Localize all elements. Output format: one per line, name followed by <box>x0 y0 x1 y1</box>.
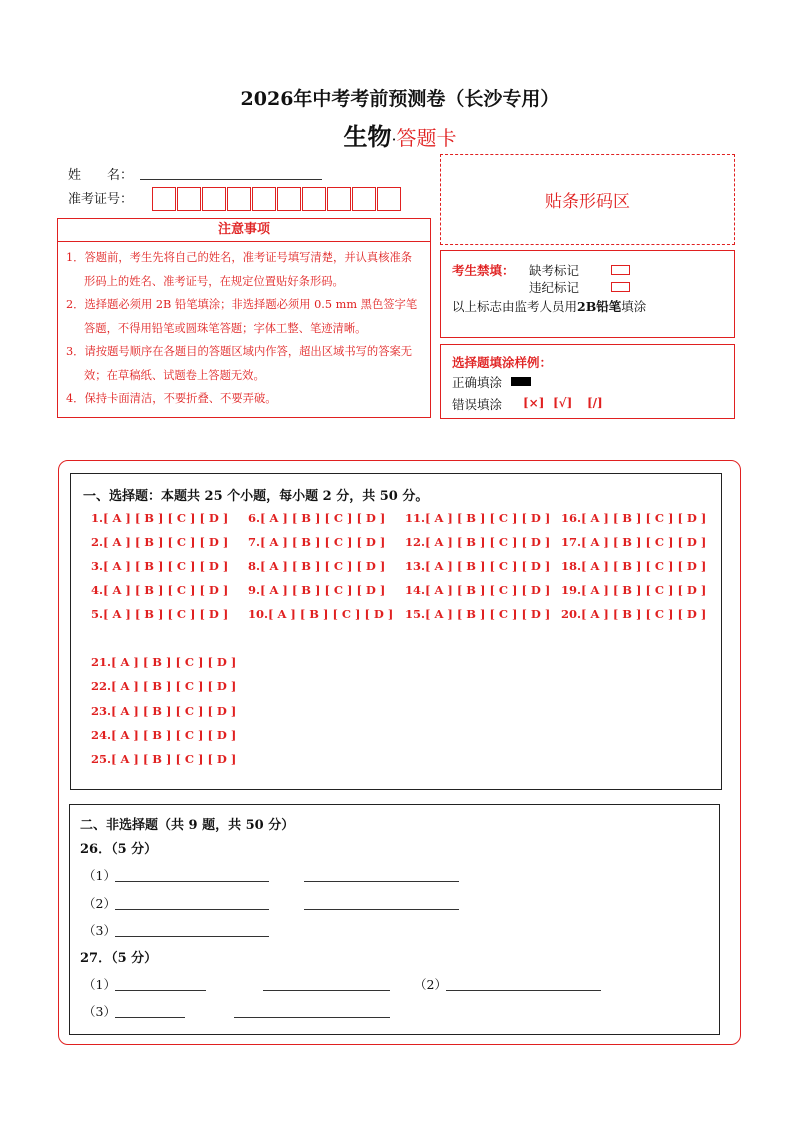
q26-sub1-line-b[interactable] <box>304 880 459 882</box>
mc-options[interactable]: [ A ] [ B ] [ C ] [ D ] <box>581 511 707 525</box>
exam-id-label: 准考证号： <box>68 192 134 207</box>
mc-question-number: 17. <box>561 535 582 549</box>
mc-options[interactable]: [ A ] [ B ] [ C ] [ D ] <box>581 583 707 597</box>
id-digit-box[interactable] <box>252 187 276 211</box>
forbid-title: 考生禁填： <box>452 263 515 278</box>
violation-mark-box[interactable] <box>611 282 630 292</box>
id-digit-box[interactable] <box>302 187 326 211</box>
mc-question <box>91 679 236 693</box>
notice-panel <box>57 218 431 418</box>
forbid-note <box>452 297 646 315</box>
id-digit-box[interactable] <box>277 187 301 211</box>
forbid-note-suffix: 填涂 <box>621 299 647 314</box>
id-digit-box[interactable] <box>177 187 201 211</box>
mc-options[interactable]: [ A ] [ B ] [ C ] [ D ] <box>103 607 229 621</box>
mc-options[interactable]: [ A ] [ B ] [ C ] [ D ] <box>260 511 386 525</box>
id-digit-box[interactable] <box>327 187 351 211</box>
mc-question-number: 7. <box>248 535 261 549</box>
mc-options[interactable]: [ A ] [ B ] [ C ] [ D ] <box>260 559 386 573</box>
mc-options[interactable]: [ A ] [ B ] [ C ] [ D ] <box>260 583 386 597</box>
mc-options[interactable]: [ A ] [ B ] [ C ] [ D ] <box>103 511 229 525</box>
correct-fill-label: 正确填涂 <box>452 375 503 390</box>
mc-question-number: 18. <box>561 559 582 573</box>
q27-sub3-line-a[interactable] <box>115 1016 185 1018</box>
q27-sub1-line-a[interactable] <box>115 989 206 991</box>
mc-question-number: 4. <box>91 583 104 597</box>
mc-question-number: 21. <box>91 655 112 669</box>
name-field[interactable] <box>140 178 322 180</box>
mc-question-number: 9. <box>248 583 261 597</box>
card-title <box>0 117 800 152</box>
mc-question-number: 15. <box>405 607 426 621</box>
mc-question <box>91 704 236 718</box>
wrong-fill-label: 错误填涂 <box>452 397 503 412</box>
mc-question <box>248 607 393 621</box>
wrong-mark-slash: [/] <box>587 396 603 410</box>
mc-question-number: 8. <box>248 559 261 573</box>
proctor-only-panel <box>440 250 735 338</box>
mc-question-number: 22. <box>91 679 112 693</box>
notice-item: 1．答题前，考生先将自己的姓名，准考证号填写清楚，并认真核准条形码上的姓名、准考证号，在规定位置贴好条形码。 <box>66 251 413 288</box>
mc-question-number: 12. <box>405 535 426 549</box>
notice-item: 4．保持卡面清洁，不要折叠、不要弄破。 <box>66 392 277 405</box>
correct-fill-sample <box>511 377 531 386</box>
fill-sample-panel <box>440 344 735 419</box>
subject-name: 生物 <box>343 122 392 151</box>
notice-title: 注意事项 <box>58 219 430 242</box>
mc-options[interactable]: [ A ] [ B ] [ C ] [ D ] <box>111 704 237 718</box>
q26-sub1-label: （1） <box>83 868 116 883</box>
mc-question-number: 3. <box>91 559 104 573</box>
mc-question <box>405 607 550 621</box>
mc-question <box>561 511 706 525</box>
mc-options[interactable]: [ A ] [ B ] [ C ] [ D ] <box>268 607 394 621</box>
mc-question-number: 6. <box>248 511 261 525</box>
absent-label: 缺考标记 <box>529 263 580 278</box>
q27-sub1-label: （1） <box>83 977 116 992</box>
q26-label: 26．（5 分） <box>80 842 158 857</box>
mc-options[interactable]: [ A ] [ B ] [ C ] [ D ] <box>111 679 237 693</box>
mc-options[interactable]: [ A ] [ B ] [ C ] [ D ] <box>103 583 229 597</box>
q27-label: 27．（5 分） <box>80 951 158 966</box>
section1-title: 一、选择题：本题共 25 个小题，每小题 2 分，共 50 分。 <box>83 489 429 504</box>
forbid-note-prefix: 以上标志由监考人员用 <box>452 299 578 314</box>
mc-question <box>91 752 236 766</box>
mc-question-number: 1. <box>91 511 104 525</box>
id-digit-box[interactable] <box>377 187 401 211</box>
mc-options[interactable]: [ A ] [ B ] [ C ] [ D ] <box>425 583 551 597</box>
id-digit-box[interactable] <box>227 187 251 211</box>
name-label: 姓 名： <box>68 168 134 183</box>
mc-question-number: 10. <box>248 607 269 621</box>
mc-question <box>561 607 706 621</box>
mc-question-number: 16. <box>561 511 582 525</box>
mc-question-number: 20. <box>561 607 582 621</box>
q26-sub2-line-b[interactable] <box>304 908 459 910</box>
mc-question <box>91 655 236 669</box>
mc-question-number: 24. <box>91 728 112 742</box>
mc-question-number: 11. <box>405 511 426 525</box>
mc-question <box>248 511 385 525</box>
mc-options[interactable]: [ A ] [ B ] [ C ] [ D ] <box>425 607 551 621</box>
mc-question <box>91 559 228 573</box>
notice-item: 2．选择题必须用 2B 铅笔填涂；非选择题必须用 0.5 mm 黑色签字笔答题，不得用铅笔或圆珠笔答题；字体工整、笔迹清晰。 <box>66 298 418 335</box>
mc-question <box>91 728 236 742</box>
barcode-area <box>440 154 735 245</box>
mc-question-number: 2. <box>91 535 104 549</box>
mc-options[interactable]: [ A ] [ B ] [ C ] [ D ] <box>581 607 707 621</box>
mc-question <box>91 607 228 621</box>
q27-sub1-line-b[interactable] <box>263 989 390 991</box>
wrong-mark-cross: [×] <box>523 396 545 410</box>
mc-question <box>561 559 706 573</box>
q26-sub2-label: （2） <box>83 896 116 911</box>
id-digit-box[interactable] <box>202 187 226 211</box>
title-dot: · <box>391 130 397 149</box>
non-choice-section <box>69 804 720 1035</box>
fill-sample-title: 选择题填涂样例： <box>452 355 553 370</box>
wrong-mark-check: [√] <box>553 396 573 410</box>
mc-question-number: 25. <box>91 752 112 766</box>
mc-options[interactable]: [ A ] [ B ] [ C ] [ D ] <box>425 535 551 549</box>
mc-question <box>91 583 228 597</box>
q27-sub3-label: （3） <box>83 1004 116 1019</box>
q26-sub3-label: （3） <box>83 923 116 938</box>
section2-title: 二、非选择题（共 9 题，共 50 分） <box>80 818 295 833</box>
id-digit-box[interactable] <box>152 187 176 211</box>
mc-question <box>91 511 228 525</box>
exam-id-boxes[interactable] <box>152 187 402 211</box>
mc-question <box>248 559 385 573</box>
mc-question-number: 19. <box>561 583 582 597</box>
mc-question <box>91 535 228 549</box>
mc-question <box>561 583 706 597</box>
id-digit-box[interactable] <box>352 187 376 211</box>
mc-options[interactable]: [ A ] [ B ] [ C ] [ D ] <box>111 655 237 669</box>
mc-options[interactable]: [ A ] [ B ] [ C ] [ D ] <box>425 559 551 573</box>
mc-question-number: 23. <box>91 704 112 718</box>
mc-question <box>405 511 550 525</box>
mc-options[interactable]: [ A ] [ B ] [ C ] [ D ] <box>103 559 229 573</box>
exam-title: 2026年中考考前预测卷（长沙专用） <box>240 88 560 110</box>
forbid-note-bold: 2B铅笔 <box>577 299 622 314</box>
q27-sub3-line-b[interactable] <box>234 1016 390 1018</box>
mc-question <box>405 583 550 597</box>
answer-card-label: 答题卡 <box>396 126 457 150</box>
q27-sub2-line[interactable] <box>446 989 601 991</box>
mc-question <box>561 535 706 549</box>
mc-question <box>248 583 385 597</box>
mc-options[interactable]: [ A ] [ B ] [ C ] [ D ] <box>103 535 229 549</box>
mc-options[interactable]: [ A ] [ B ] [ C ] [ D ] <box>581 535 707 549</box>
mc-question-number: 5. <box>91 607 104 621</box>
mc-question <box>405 535 550 549</box>
mc-question-number: 14. <box>405 583 426 597</box>
notice-item: 3．请按题号顺序在各题目的答题区域内作答，超出区域书写的答案无效；在草稿纸、试题卷上答题无效。 <box>66 345 413 382</box>
mc-options[interactable]: [ A ] [ B ] [ C ] [ D ] <box>260 535 386 549</box>
mc-question <box>405 559 550 573</box>
violation-label: 违纪标记 <box>529 280 580 295</box>
q27-sub2-label: （2） <box>414 977 447 992</box>
q26-sub1-line-a[interactable] <box>115 880 269 882</box>
mc-options[interactable]: [ A ] [ B ] [ C ] [ D ] <box>581 559 707 573</box>
mc-options[interactable]: [ A ] [ B ] [ C ] [ D ] <box>111 728 237 742</box>
q26-sub3-line[interactable] <box>115 935 269 937</box>
mc-options[interactable]: [ A ] [ B ] [ C ] [ D ] <box>111 752 237 766</box>
q26-sub2-line-a[interactable] <box>115 908 269 910</box>
absent-mark-box[interactable] <box>611 265 630 275</box>
barcode-label: 贴条形码区 <box>545 192 630 212</box>
mc-question-number: 13. <box>405 559 426 573</box>
mc-question <box>248 535 385 549</box>
mc-options[interactable]: [ A ] [ B ] [ C ] [ D ] <box>425 511 551 525</box>
